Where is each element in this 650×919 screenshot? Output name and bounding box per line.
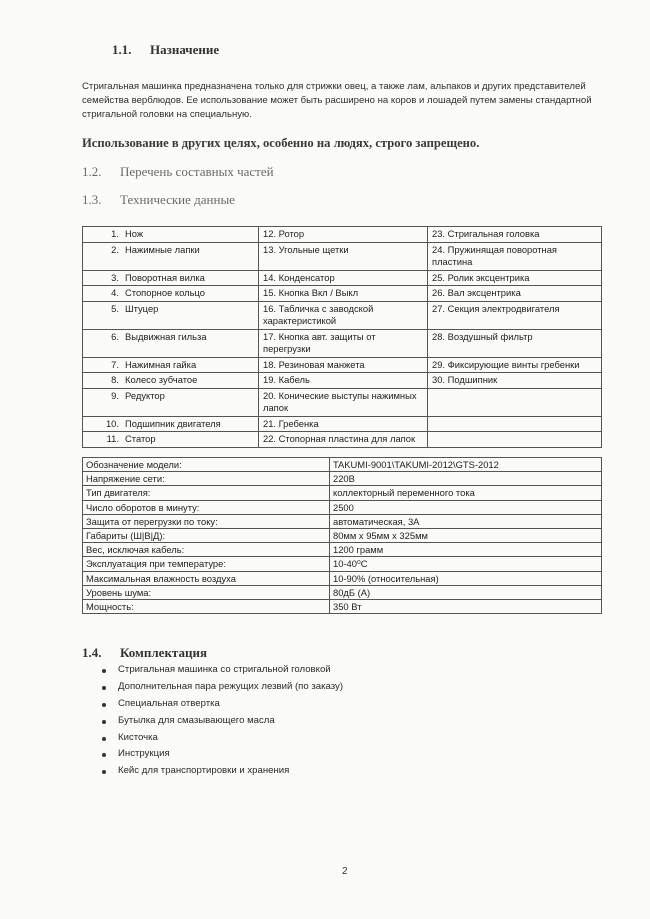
heading-1-1 xyxy=(112,42,219,58)
list-item: Кисточка xyxy=(82,730,343,747)
spec-value: 80мм x 95мм x 325мм xyxy=(330,528,602,542)
part-cell: 18. Резиновая манжета xyxy=(259,357,428,373)
part-cell xyxy=(428,432,602,448)
spec-row xyxy=(83,528,602,542)
spec-value: коллекторный переменного тока xyxy=(330,486,602,500)
part-cell xyxy=(83,270,259,286)
part-cell xyxy=(83,301,259,329)
heading-title: Перечень составных частей xyxy=(120,164,274,179)
part-cell: 25. Ролик эксцентрика xyxy=(428,270,602,286)
part-cell: 21. Гребенка xyxy=(259,416,428,432)
parts-row xyxy=(83,270,602,286)
part-cell: 17. Кнопка авт. защиты от перегрузки xyxy=(259,329,428,357)
part-cell: 28. Воздушный фильтр xyxy=(428,329,602,357)
spec-label: Защита от перегрузки по току: xyxy=(83,514,330,528)
part-number: 2. xyxy=(111,243,119,255)
spec-value: 350 Вт xyxy=(330,599,602,613)
spec-value: TAKUMI-9001\TAKUMI-2012\GTS-2012 xyxy=(330,458,602,472)
parts-row xyxy=(83,388,602,416)
part-name: Подшипник двигателя xyxy=(125,417,221,429)
part-name: Поворотная вилка xyxy=(125,271,205,283)
part-cell: 15. Кнопка Вкл / Выкл xyxy=(259,286,428,302)
part-number: 6. xyxy=(111,330,119,342)
part-number: 9. xyxy=(111,389,119,401)
part-number: 8. xyxy=(111,374,119,385)
parts-row xyxy=(83,416,602,432)
spec-value: 10-90% (относительная) xyxy=(330,571,602,585)
part-cell xyxy=(83,416,259,432)
list-item: Стригальная машинка со стригальной головкой xyxy=(82,662,343,679)
kit-list xyxy=(82,662,343,780)
part-name: Стопорное кольцо xyxy=(125,287,205,298)
spec-value: 10-40⁰С xyxy=(330,557,602,571)
part-number: 10. xyxy=(105,417,119,429)
part-name: Колесо зубчатое xyxy=(125,374,198,385)
spec-row xyxy=(83,557,602,571)
parts-row xyxy=(83,432,602,448)
part-number: 4. xyxy=(111,287,119,298)
usage-warning: Использование в других целях, особенно на людях, строго запрещено. xyxy=(82,136,480,150)
part-name: Нажимные лапки xyxy=(125,243,200,255)
spec-label: Обозначение модели: xyxy=(83,458,330,472)
spec-row xyxy=(83,458,602,472)
parts-row xyxy=(83,242,602,270)
page-number: 2 xyxy=(342,866,348,877)
part-cell: 16. Табличка с заводской характеристикой xyxy=(259,301,428,329)
heading-number: 1.3. xyxy=(82,192,102,207)
spec-row xyxy=(83,543,602,557)
part-number: 5. xyxy=(111,302,119,314)
parts-row xyxy=(83,373,602,389)
part-cell xyxy=(83,329,259,357)
part-number: 1. xyxy=(111,228,119,239)
part-cell xyxy=(428,388,602,416)
intro-paragraph: Стригальная машинка предназначена только для стрижки овец, а также лам, альпаков и других представителей семейства верблюдов. Ее использование может быть расширено на коров и лошадей путем замены стандартной стригальной головки на специальную. xyxy=(82,81,592,120)
part-cell: 12. Ротор xyxy=(259,227,428,243)
spec-label: Тип двигателя: xyxy=(83,486,330,500)
part-cell xyxy=(83,242,259,270)
list-item: Бутылка для смазывающего масла xyxy=(82,713,343,730)
part-cell xyxy=(83,432,259,448)
spec-row xyxy=(83,571,602,585)
part-name: Статор xyxy=(125,433,156,444)
spec-value: 1200 грамм xyxy=(330,543,602,557)
spec-value: 220В xyxy=(330,472,602,486)
part-cell xyxy=(428,416,602,432)
part-cell: 29. Фиксирующие винты гребенки xyxy=(428,357,602,373)
parts-row xyxy=(83,286,602,302)
heading-number: 1.1. xyxy=(112,42,132,57)
part-cell xyxy=(83,373,259,389)
part-name: Штуцер xyxy=(125,302,159,314)
spec-row xyxy=(83,514,602,528)
list-item: Специальная отвертка xyxy=(82,696,343,713)
spec-row xyxy=(83,486,602,500)
heading-number: 1.2. xyxy=(82,164,102,179)
part-number: 3. xyxy=(111,271,119,283)
list-item: Инструкция xyxy=(82,746,343,763)
part-cell xyxy=(83,227,259,243)
part-cell xyxy=(83,286,259,302)
part-cell: 24. Пружинящая поворотная пластина xyxy=(428,242,602,270)
parts-row xyxy=(83,329,602,357)
heading-1-4 xyxy=(82,645,207,661)
spec-row xyxy=(83,500,602,514)
heading-number: 1.4. xyxy=(82,645,102,660)
spec-label: Габариты (Ш|В|Д): xyxy=(83,528,330,542)
spec-row xyxy=(83,472,602,486)
part-name: Редуктор xyxy=(125,389,165,401)
spec-label: Вес, исключая кабель: xyxy=(83,543,330,557)
heading-title: Комплектация xyxy=(120,645,207,660)
part-name: Нож xyxy=(125,228,144,239)
list-item: Кейс для транспортировки и хранения xyxy=(82,763,343,780)
part-cell: 14. Конденсатор xyxy=(259,270,428,286)
part-number: 11. xyxy=(106,433,119,444)
parts-row xyxy=(83,301,602,329)
part-cell: 27. Секция электродвигателя xyxy=(428,301,602,329)
spec-label: Максимальная влажность воздуха xyxy=(83,571,330,585)
part-cell: 13. Угольные щетки xyxy=(259,242,428,270)
spec-label: Мощность: xyxy=(83,599,330,613)
part-cell: 23. Стригальная головка xyxy=(428,227,602,243)
heading-1-2 xyxy=(82,164,274,180)
heading-title: Назначение xyxy=(150,42,220,57)
parts-row xyxy=(83,227,602,243)
part-cell: 20. Конические выступы нажимных лапок xyxy=(259,388,428,416)
part-cell: 26. Вал эксцентрика xyxy=(428,286,602,302)
parts-table xyxy=(82,226,602,448)
parts-row xyxy=(83,357,602,373)
list-item: Дополнительная пара режущих лезвий (по заказу) xyxy=(82,679,343,696)
part-cell: 19. Кабель xyxy=(259,373,428,389)
spec-value: 80дБ (А) xyxy=(330,585,602,599)
part-cell xyxy=(83,357,259,373)
spec-value: автоматическая, 3А xyxy=(330,514,602,528)
spec-label: Уровень шума: xyxy=(83,585,330,599)
part-name: Нажимная гайка xyxy=(125,358,197,370)
spec-label: Эксплуатация при температуре: xyxy=(83,557,330,571)
spec-label: Напряжение сети: xyxy=(83,472,330,486)
part-cell: 22. Стопорная пластина для лапок xyxy=(259,432,428,448)
heading-1-3 xyxy=(82,192,235,208)
specs-table xyxy=(82,457,602,614)
heading-title: Технические данные xyxy=(120,192,235,207)
spec-row xyxy=(83,599,602,613)
spec-row xyxy=(83,585,602,599)
part-number: 7. xyxy=(111,358,119,370)
part-cell xyxy=(83,388,259,416)
spec-value: 2500 xyxy=(330,500,602,514)
part-name: Выдвижная гильза xyxy=(125,330,207,342)
spec-label: Число оборотов в минуту: xyxy=(83,500,330,514)
part-cell: 30. Подшипник xyxy=(428,373,602,389)
